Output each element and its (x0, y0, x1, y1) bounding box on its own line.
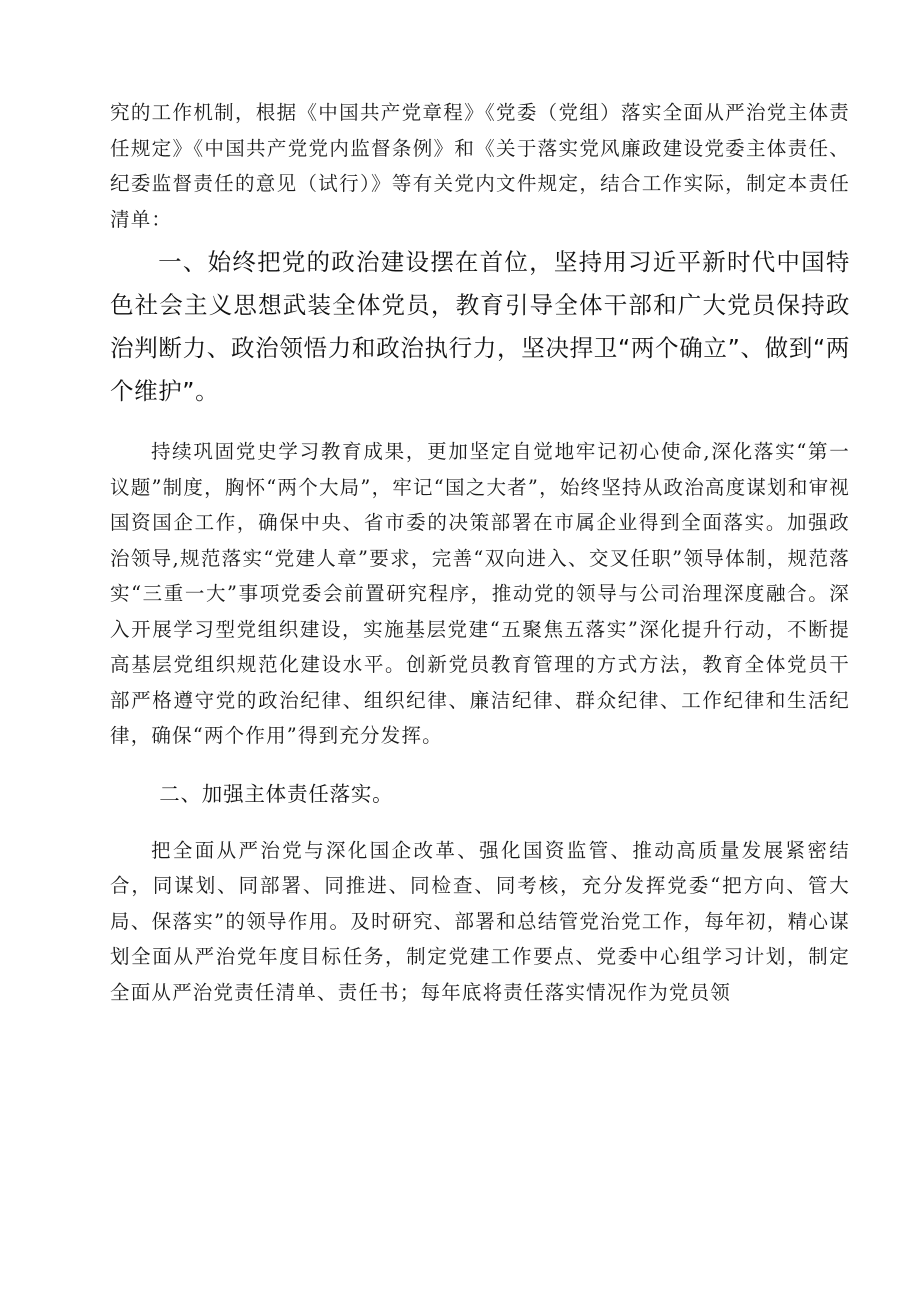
section-two-paragraph: 把全面从严治党与深化国企改革、强化国资监管、推动高质量发展紧密结合，同谋划、同部署、同推进、同检查、同考核，充分发挥党委“把方向、管大局、保落实”的领导作用。及时研究、部署和总结管党治党工作，每年初，精心谋划全面从严治党年度目标任务，制定党建工作要点、党委中心组学习计划，制定全面从严治党责任清单、责任书；每年底将责任落实情况作为党员领 (110, 838, 850, 1004)
intro-paragraph: 究的工作机制，根据《中国共产党章程》《党委（党组）落实全面从严治党主体责任规定》《中国共产党党内监督条例》和《关于落实党风廉政建设党委主体责任、纪委监督责任的意见（试行）》等有关党内文件规定，结合工作实际，制定本责任清单： (110, 101, 850, 231)
section-one-paragraph: 持续巩固党史学习教育成果，更加坚定自觉地牢记初心使命,深化落实“第一议题”制度，胸怀“两个大局”，牢记“国之大者”，始终坚持从政治高度谋划和审视国资国企工作，确保中央、省市委的决策部署在市属企业得到全面落实。加强政治领导,规范落实“党建人章”要求，完善“双向进入、交叉任职”领导体制，规范落实“三重一大”事项党委会前置研究程序，推动党的领导与公司治理深度融合。深入开展学习型党组织建设，实施基层党建“五聚焦五落实”深化提升行动，不断提高基层党组织规范化建设水平。创新党员教育管理的方式方法，教育全体党员干部严格遵守党的政治纪律、组织纪律、廉洁纪律、群众纪律、工作纪律和生活纪律，确保“两个作用”得到充分发挥。 (110, 440, 850, 747)
section-one-heading: 一、始终把党的政治建设摆在首位，坚持用习近平新时代中国特色社会主义思想武装全体党员，教育引导全体干部和广大党员保持政治判断力、政治领悟力和政治执行力，坚决捍卫“两个确立”、做到“两个维护”。 (110, 248, 850, 405)
section-two-heading: 二、加强主体责任落实。 (159, 781, 394, 806)
